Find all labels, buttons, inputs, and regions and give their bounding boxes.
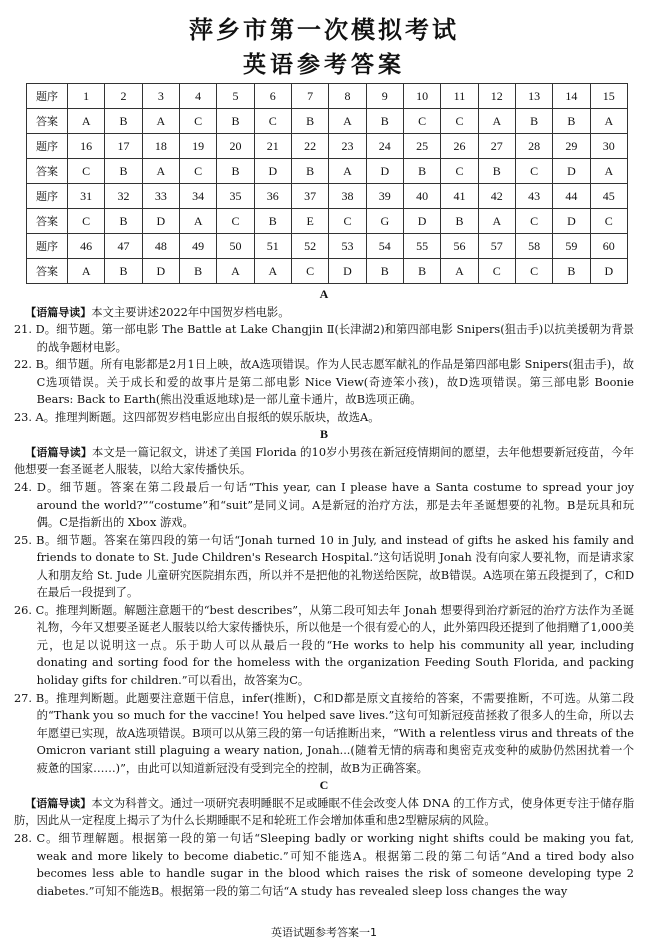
- question-number-cell: 24: [366, 134, 403, 159]
- answer-cell: B: [403, 259, 440, 284]
- answer-cell: A: [441, 259, 478, 284]
- question-number-cell: 20: [217, 134, 254, 159]
- row-header: 题序: [27, 134, 68, 159]
- question-number-cell: 32: [105, 184, 142, 209]
- question-number-cell: 39: [366, 184, 403, 209]
- question-number-cell: 35: [217, 184, 254, 209]
- question-number-cell: 46: [68, 234, 105, 259]
- question-number-cell: 13: [515, 84, 552, 109]
- page-footer: 英语试题参考答案一1: [271, 926, 377, 939]
- question-number-cell: 57: [478, 234, 515, 259]
- answer-cell: B: [179, 259, 216, 284]
- answer-cell: C: [68, 159, 105, 184]
- row-header: 答案: [27, 159, 68, 184]
- answer-cell: A: [217, 259, 254, 284]
- answer-cell: C: [217, 209, 254, 234]
- guide-tag: 【语篇导读】: [25, 445, 92, 459]
- answer-cell: A: [478, 209, 515, 234]
- reading-guide-a: 【语篇导读】本文主要讲述2022年中国贺岁档电影。: [25, 305, 290, 319]
- answer-cell: D: [329, 259, 366, 284]
- question-number-cell: 12: [478, 84, 515, 109]
- row-header: 答案: [27, 209, 68, 234]
- answer-cell: A: [329, 159, 366, 184]
- question-number-cell: 38: [329, 184, 366, 209]
- answer-cell: C: [515, 259, 552, 284]
- answer-cell: A: [254, 259, 291, 284]
- answer-cell: A: [590, 159, 627, 184]
- question-number-cell: 42: [478, 184, 515, 209]
- answer-cell: C: [441, 109, 478, 134]
- answer-cell: C: [329, 209, 366, 234]
- answer-cell: C: [68, 209, 105, 234]
- question-number-cell: 30: [590, 134, 627, 159]
- answer-row: [27, 159, 628, 184]
- question-number-cell: 26: [441, 134, 478, 159]
- answer-cell: A: [142, 159, 179, 184]
- row-header: 答案: [27, 259, 68, 284]
- guide-tag: 【语篇导读】: [25, 796, 92, 810]
- answer-cell: B: [441, 209, 478, 234]
- question-number-cell: 40: [403, 184, 440, 209]
- question-number-cell: 3: [142, 84, 179, 109]
- answer-cell: B: [105, 209, 142, 234]
- question-number-cell: 54: [366, 234, 403, 259]
- question-number-cell: 52: [291, 234, 328, 259]
- question-number-cell: 48: [142, 234, 179, 259]
- answer-cell: D: [142, 209, 179, 234]
- question-number-cell: 55: [403, 234, 440, 259]
- explanation-24: 24. D。细节题。答案在第二段最后一句话“This year, can I please have a Santa costume to spread your joy around the world?”“costume”和“suit”是同义词。A是新冠的治疗方法，那是去年圣诞想要的礼物。B是玩具和玩偶。C是指新出的 Xbox 游戏。: [14, 481, 634, 530]
- question-number-row: [27, 84, 628, 109]
- question-number-cell: 33: [142, 184, 179, 209]
- question-number-cell: 9: [366, 84, 403, 109]
- row-header: 题序: [27, 234, 68, 259]
- answer-cell: D: [254, 159, 291, 184]
- section-label-c: C: [319, 778, 329, 793]
- question-number-cell: 4: [179, 84, 216, 109]
- question-number-row: [27, 234, 628, 259]
- question-number-cell: 59: [553, 234, 590, 259]
- question-number-cell: 27: [478, 134, 515, 159]
- answer-cell: B: [217, 159, 254, 184]
- question-number-cell: 6: [254, 84, 291, 109]
- answer-cell: A: [179, 209, 216, 234]
- question-number-cell: 16: [68, 134, 105, 159]
- answer-cell: D: [553, 209, 590, 234]
- row-header: 题序: [27, 84, 68, 109]
- question-number-cell: 17: [105, 134, 142, 159]
- reading-guide-c: 【语篇导读】本文为科普文。通过一项研究表明睡眠不足或睡眠不佳会改变人体 DNA 的工作方式，使身体更专注于储存脂肪，因此从一定程度上揭示了为什么长期睡眠不足和轮班工作会增加体重和患2型糖尿病的风险。: [14, 796, 635, 828]
- question-number-cell: 19: [179, 134, 216, 159]
- answer-cell: A: [329, 109, 366, 134]
- question-number-cell: 29: [553, 134, 590, 159]
- question-number-cell: 8: [329, 84, 366, 109]
- answer-cell: B: [403, 159, 440, 184]
- question-number-cell: 41: [441, 184, 478, 209]
- answer-cell: C: [179, 109, 216, 134]
- question-number-cell: 23: [329, 134, 366, 159]
- question-number-cell: 31: [68, 184, 105, 209]
- answer-cell: C: [441, 159, 478, 184]
- question-number-cell: 28: [515, 134, 552, 159]
- question-number-cell: 34: [179, 184, 216, 209]
- question-number-cell: 47: [105, 234, 142, 259]
- answer-cell: A: [68, 259, 105, 284]
- answer-cell: C: [403, 109, 440, 134]
- question-number-cell: 37: [291, 184, 328, 209]
- answer-cell: A: [478, 109, 515, 134]
- explanation-27: 27. B。推理判断题。此题要注意题干信息，infer(推断)，C和D都是原文直接给的答案，不需要推断，不可选。从第二段的“Thank you so much for the vaccine! You helped save lives.”这句可知新冠疫苗拯救了很多人的生命，所以去年愿望已实现，故A选项错误。B项可以从第三段的第一句话推断出来，“With a relentless virus and threats of the Omicron variant still plaguing a weary nation, Jonah...(随着无情的病毒和奥密克戎变种的威胁仍然困扰着一个疲惫的国家……)”，由此可以知道新冠没有受到完全的控制，故B为正确答案。: [14, 691, 634, 775]
- question-number-row: [27, 184, 628, 209]
- question-number-cell: 43: [515, 184, 552, 209]
- reading-guide-b: 【语篇导读】本文是一篇记叙文，讲述了美国 Florida 的10岁小男孩在新冠疫情期间的愿望，去年他想要新冠疫苗，今年他想要一套圣诞老人服装，以给大家传播快乐。: [14, 445, 635, 477]
- answer-cell: C: [179, 159, 216, 184]
- explanation-28: 28. C。细节理解题。根据第一段的第一句话“Sleeping badly or working night shifts could be making you fat, weak and more likely to become diabetic.”可知不能选A。根据第二段的第二句话“And a tired body also becomes less able to handle sugar in the blood which raises the risk of someone developing type 2 diabetes.”可知不能选B。根据第一段的第二句话“A study has revealed sleep loss changes the way: [14, 831, 634, 898]
- question-number-cell: 21: [254, 134, 291, 159]
- question-number-cell: 45: [590, 184, 627, 209]
- question-number-cell: 50: [217, 234, 254, 259]
- question-number-cell: 25: [403, 134, 440, 159]
- answer-row: [27, 109, 628, 134]
- explanation-21: 21. D。细节题。第一部电影 The Battle at Lake Changjin Ⅱ(长津湖2)和第四部电影 Snipers(狙击手)以抗美援朝为背景的战争题材电影。: [14, 323, 634, 354]
- question-number-cell: 49: [179, 234, 216, 259]
- explanation-22: 22. B。细节题。所有电影都是2月1日上映，故A选项错误。作为人民志愿军献礼的作品是第四部电影 Snipers(狙击手)，故C选项错误。关于成长和爱的故事片是第二部电影 Nice View(奇迹笨小孩)，故D选项错误。第三部电影 Boonie Bears: Back to Earth(熊出没重返地球)是一部儿童卡通片，故B选项正确。: [14, 358, 634, 407]
- answer-cell: B: [478, 159, 515, 184]
- answer-cell: D: [403, 209, 440, 234]
- answer-cell: B: [254, 209, 291, 234]
- section-label-a: A: [319, 287, 329, 301]
- answer-row: [27, 259, 628, 284]
- answer-cell: A: [142, 109, 179, 134]
- answer-cell: A: [68, 109, 105, 134]
- answer-cell: C: [590, 209, 627, 234]
- question-number-cell: 1: [68, 84, 105, 109]
- answer-cell: B: [515, 109, 552, 134]
- guide-tag: 【语篇导读】: [25, 305, 92, 319]
- answer-cell: B: [105, 159, 142, 184]
- answer-cell: C: [478, 259, 515, 284]
- explanation-23: 23. A。推理判断题。这四部贺岁档电影应出自报纸的娱乐版块，故选A。: [14, 410, 380, 424]
- answer-row: [27, 209, 628, 234]
- answer-cell: B: [291, 109, 328, 134]
- section-label-b: B: [319, 427, 328, 442]
- explanation-25: 25. B。细节题。答案在第四段的第一句话“Jonah turned 10 in July, and instead of gifts he asked his family and friends to donate to St. Jude Children's Research Hospital.”这句话说明 Jonah 没有向家人要礼物，而是请求家人和朋友给 St. Jude 儿童研究医院捐东西，所以并不是把他的礼物送给医院，故B错误。A选项在第五段提到了，C和D在最后一段提到了。: [14, 533, 634, 600]
- page-subtitle: 英语参考答案: [243, 51, 405, 78]
- question-number-cell: 15: [590, 84, 627, 109]
- question-number-cell: 2: [105, 84, 142, 109]
- question-number-cell: 7: [291, 84, 328, 109]
- answer-cell: B: [105, 259, 142, 284]
- row-header: 答案: [27, 109, 68, 134]
- answer-cell: E: [291, 209, 328, 234]
- answer-cell: B: [105, 109, 142, 134]
- explanations: [14, 286, 634, 900]
- question-number-cell: 36: [254, 184, 291, 209]
- answer-table: [26, 83, 628, 284]
- question-number-cell: 22: [291, 134, 328, 159]
- page-title: 萍乡市第一次模拟考试: [189, 15, 459, 44]
- answer-cell: A: [590, 109, 627, 134]
- answer-cell: C: [515, 159, 552, 184]
- answer-cell: D: [366, 159, 403, 184]
- row-header: 题序: [27, 184, 68, 209]
- answer-cell: D: [590, 259, 627, 284]
- answer-cell: C: [254, 109, 291, 134]
- question-number-cell: 60: [590, 234, 627, 259]
- question-number-row: [27, 134, 628, 159]
- explanation-26: 26. C。推理判断题。解题注意题干的“best describes”，从第二段可知去年 Jonah 想要得到治疗新冠的治疗方法作为圣诞礼物，今年又想要圣诞老人服装以给大家传播快乐，所以他是一个很有爱心的人，此外第四段还提到了他捐赠了1,000美元，也足以说明这一点。乐于助人可以从最后一段的“He works to help his community all year, including donating and sorting food for the homeless with the organization Feeding South Florida, and packing holiday gifts for children.”可以看出，故答案为C。: [14, 603, 634, 688]
- answer-cell: G: [366, 209, 403, 234]
- answer-cell: B: [553, 259, 590, 284]
- answer-cell: D: [553, 159, 590, 184]
- answer-cell: B: [366, 259, 403, 284]
- answer-cell: C: [291, 259, 328, 284]
- question-number-cell: 18: [142, 134, 179, 159]
- question-number-cell: 5: [217, 84, 254, 109]
- question-number-cell: 10: [403, 84, 440, 109]
- question-number-cell: 44: [553, 184, 590, 209]
- question-number-cell: 56: [441, 234, 478, 259]
- question-number-cell: 58: [515, 234, 552, 259]
- answer-cell: B: [291, 159, 328, 184]
- question-number-cell: 51: [254, 234, 291, 259]
- answer-cell: B: [553, 109, 590, 134]
- question-number-cell: 14: [553, 84, 590, 109]
- answer-cell: B: [366, 109, 403, 134]
- answer-cell: B: [217, 109, 254, 134]
- answer-cell: C: [515, 209, 552, 234]
- question-number-cell: 11: [441, 84, 478, 109]
- answer-cell: D: [142, 259, 179, 284]
- question-number-cell: 53: [329, 234, 366, 259]
